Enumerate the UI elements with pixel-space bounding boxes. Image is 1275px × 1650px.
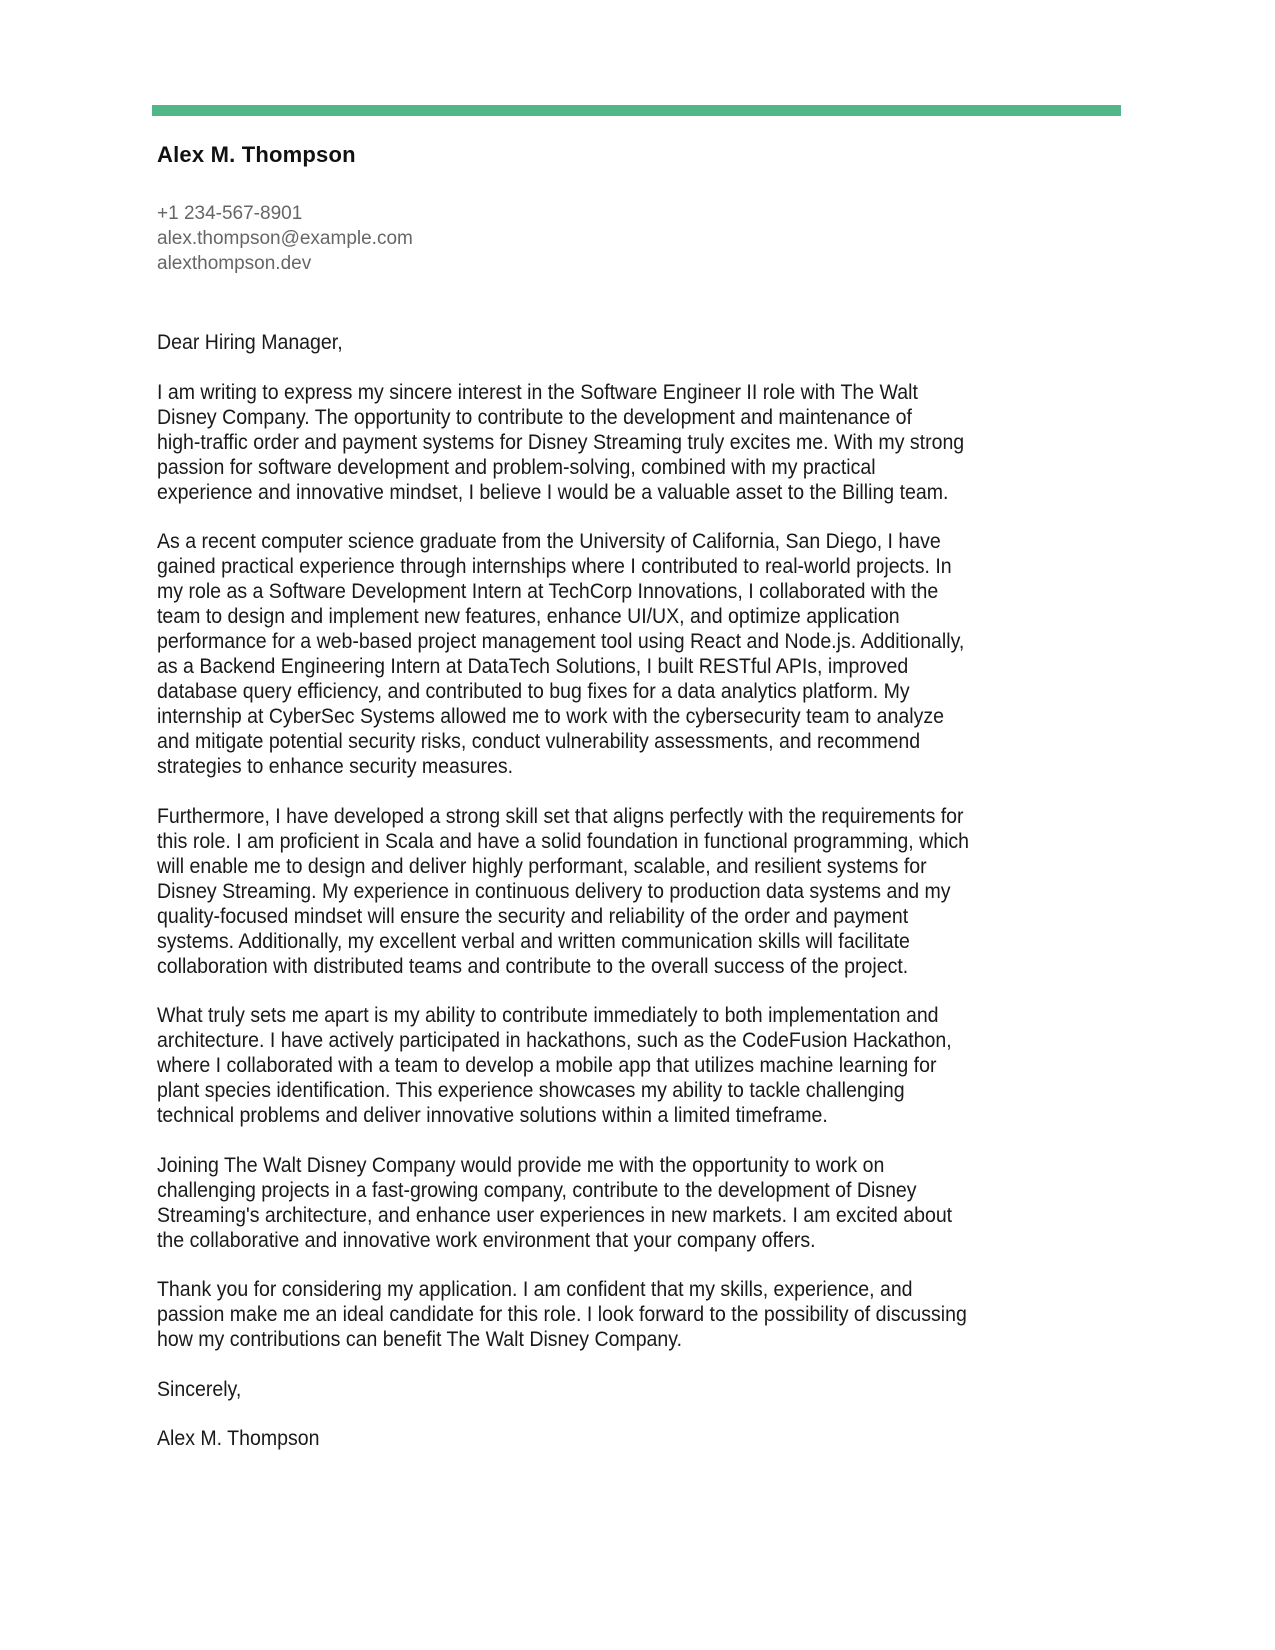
paragraph-line: plant species identification. This experience showcases my ability to tackle challenging (157, 1079, 905, 1102)
paragraph-4 (157, 1003, 1117, 1128)
paragraph-line: the collaborative and innovative work environment that your company offers. (157, 1228, 816, 1252)
sender-name: Alex M. Thompson (157, 142, 356, 167)
paragraph-line: team to design and implement new features, enhance UI/UX, and optimize application (157, 605, 900, 628)
paragraph-line: As a recent computer science graduate from the University of California, San Diego, I have (157, 530, 941, 553)
paragraph-line: will enable me to design and deliver highly performant, scalable, and resilient systems for (157, 854, 927, 878)
paragraph-6 (157, 1277, 1117, 1352)
letter-body (157, 330, 1117, 1451)
paragraph-line: this role. I am proficient in Scala and have a solid foundation in functional programming, which (157, 829, 970, 853)
paragraph-line: Disney Company. The opportunity to contribute to the development and maintenance of (157, 405, 912, 429)
paragraph-line: where I collaborated with a team to develop a mobile app that utilizes machine learning for (157, 1054, 937, 1077)
paragraph-line: how my contributions can benefit The Walt Disney Company. (157, 1328, 683, 1351)
closing: Sincerely, (157, 1377, 242, 1401)
paragraph-line: passion make me an ideal candidate for this role. I look forward to the possibility of discussing (157, 1303, 967, 1326)
signature: Alex M. Thompson (157, 1427, 320, 1450)
paragraph-line: strategies to enhance security measures. (157, 755, 514, 778)
contact-phone: +1 234-567-8901 (157, 203, 303, 224)
paragraph-line: as a Backend Engineering Intern at DataTech Solutions, I built RESTful APIs, improved (157, 655, 909, 678)
contact-block (157, 201, 413, 276)
paragraph-line: Thank you for considering my application. I am confident that my skills, experience, and (157, 1278, 913, 1301)
paragraph-line: architecture. I have actively participated in hackathons, such as the CodeFusion Hackathon, (157, 1029, 952, 1052)
paragraph-line: quality-focused mindset will ensure the security and reliability of the order and payment (157, 904, 909, 928)
paragraph-line: What truly sets me apart is my ability to contribute immediately to both implementation and (157, 1004, 939, 1027)
paragraph-line: collaboration with distributed teams and contribute to the overall success of the project. (157, 954, 909, 978)
paragraph-line: my role as a Software Development Intern at TechCorp Innovations, I collaborated with the (157, 580, 939, 603)
contact-website: alexthompson.dev (157, 253, 312, 274)
salutation: Dear Hiring Manager, (157, 331, 343, 354)
paragraph-line: performance for a web-based project management tool using React and Node.js. Additionally, (157, 630, 965, 653)
paragraph-line: gained practical experience through internships where I contributed to real-world projects. In (157, 555, 952, 578)
paragraph-3 (157, 804, 1117, 979)
paragraph-line: internship at CyberSec Systems allowed me to work with the cybersecurity team to analyze (157, 705, 944, 728)
paragraph-line: experience and innovative mindset, I believe I would be a valuable asset to the Billing team. (157, 480, 949, 504)
paragraph-line: Disney Streaming. My experience in continuous delivery to production data systems and my (157, 879, 951, 903)
paragraph-line: challenging projects in a fast-growing company, contribute to the development of Disney (157, 1178, 917, 1202)
paragraph-5 (157, 1153, 1117, 1253)
header-accent-bar (152, 105, 1121, 116)
paragraph-line: passion for software development and problem-solving, combined with my practical (157, 455, 876, 479)
paragraph-line: Furthermore, I have developed a strong skill set that aligns perfectly with the requirements for (157, 804, 964, 828)
paragraph-line: I am writing to express my sincere interest in the Software Engineer II role with The Walt (157, 380, 918, 404)
paragraph-line: technical problems and deliver innovative solutions within a limited timeframe. (157, 1104, 828, 1127)
paragraph-line: database query efficiency, and contributed to bug fixes for a data analytics platform. My (157, 680, 910, 703)
paragraph-line: Joining The Walt Disney Company would provide me with the opportunity to work on (157, 1153, 885, 1177)
paragraph-line: systems. Additionally, my excellent verbal and written communication skills will facilitate (157, 929, 910, 953)
paragraph-line: high-traffic order and payment systems for Disney Streaming truly excites me. With my strong (157, 430, 965, 454)
paragraph-line: and mitigate potential security risks, conduct vulnerability assessments, and recommend (157, 730, 921, 753)
paragraph-2 (157, 529, 1117, 779)
paragraph-line: Streaming's architecture, and enhance user experiences in new markets. I am excited about (157, 1203, 953, 1227)
paragraph-1 (157, 380, 1117, 505)
contact-email: alex.thompson@example.com (157, 228, 413, 249)
